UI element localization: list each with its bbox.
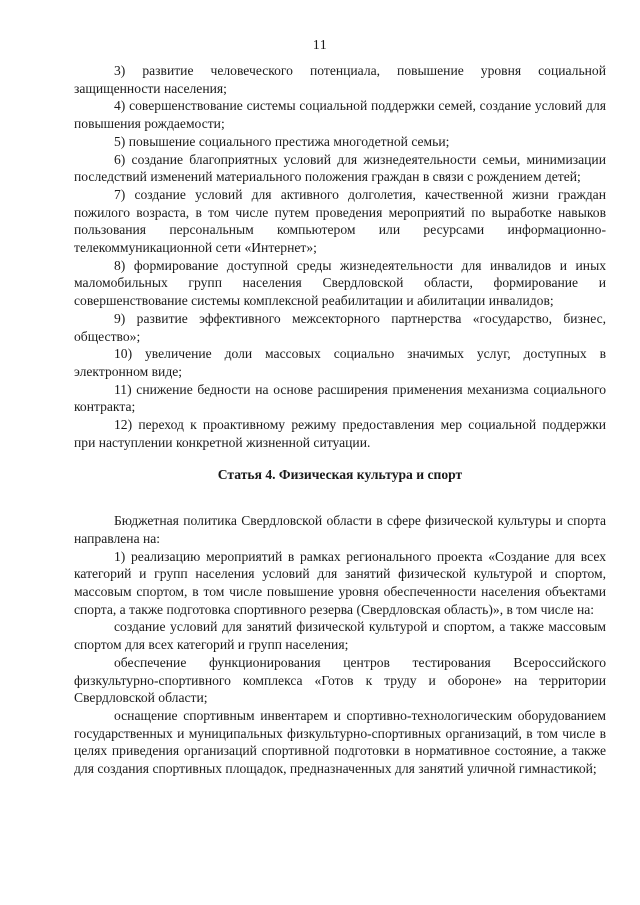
sport-subitem-gto-centers: обеспечение функционирования центров тестирования Всероссийского физкультурно-спортивного комплекса «Готов к труду и обороне» на территории Свердловской области; — [74, 654, 606, 706]
body-text — [74, 62, 606, 778]
list-item-9: 9) развитие эффективного межсекторного партнерства «государство, бизнес, общество»; — [74, 310, 606, 344]
list-item-12: 12) переход к проактивному режиму предоставления мер социальной поддержки при наступлении конкретной жизненной ситуации. — [74, 417, 606, 450]
page-number: 11 — [312, 38, 328, 53]
list-item-10: 10) увеличение доли массовых социально значимых услуг, доступных в электронном виде; — [74, 346, 606, 379]
list-item-7: 7) создание условий для активного долголетия, качественной жизни граждан пожилого возраста, в том числе путем проведения мероприятий по выработке навыков пользования персональным компьютером или ресурсами информационно-телекоммуникационной сети «Интернет»; — [74, 186, 606, 256]
list-item-8: 8) формирование доступной среды жизнедеятельности для инвалидов и иных маломобильных групп населения Свердловской области, формирование и совершенствование системы комплексной реабилитации и абилитации инвалидов; — [74, 257, 606, 309]
sport-item-1: 1) реализацию мероприятий в рамках регионального проекта «Создание для всех категорий и групп населения условий для занятий физической культурой и спортом, массовым спортом, в том числе повышение уровня обеспеченности населения объектами спорта, а также подготовка спортивного резерва (Свердловская область)», в том числе на: — [74, 548, 606, 617]
section-intro: Бюджетная политика Свердловской области в сфере физической культуры и спорта направлена на: — [74, 513, 606, 546]
list-item-5: 5) повышение социального престижа многодетной семьи; — [114, 133, 450, 149]
list-item-6: 6) создание благоприятных условий для жизнедеятельности семьи, минимизации последствий изменений материального положения граждан в связи с рождением детей; — [74, 151, 606, 185]
section-gap — [74, 499, 606, 512]
sport-subitem-equipment: оснащение спортивным инвентарем и спортивно-технологическим оборудованием государственных и муниципальных физкультурно-спортивных организаций, в том числе в целях приведения организаций спортивной подготовки в нормативное состояние, а также для создания спортивных площадок, предназначенных для занятий уличной гимнастикой; — [74, 707, 606, 777]
list-item-3: 3) развитие человеческого потенциала, повышение уровня социальной защищенности населения; — [74, 63, 606, 96]
list-item-11: 11) снижение бедности на основе расширения применения механизма социального контракта; — [74, 381, 606, 415]
sport-subitem-conditions: создание условий для занятий физической культурой и спортом, а также массовым спортом для всех категорий и групп населения; — [74, 619, 606, 653]
list-item-4: 4) совершенствование системы социальной поддержки семей, создание условий для повышения рождаемости; — [74, 98, 606, 132]
section-title: Статья 4. Физическая культура и спорт — [217, 467, 463, 483]
